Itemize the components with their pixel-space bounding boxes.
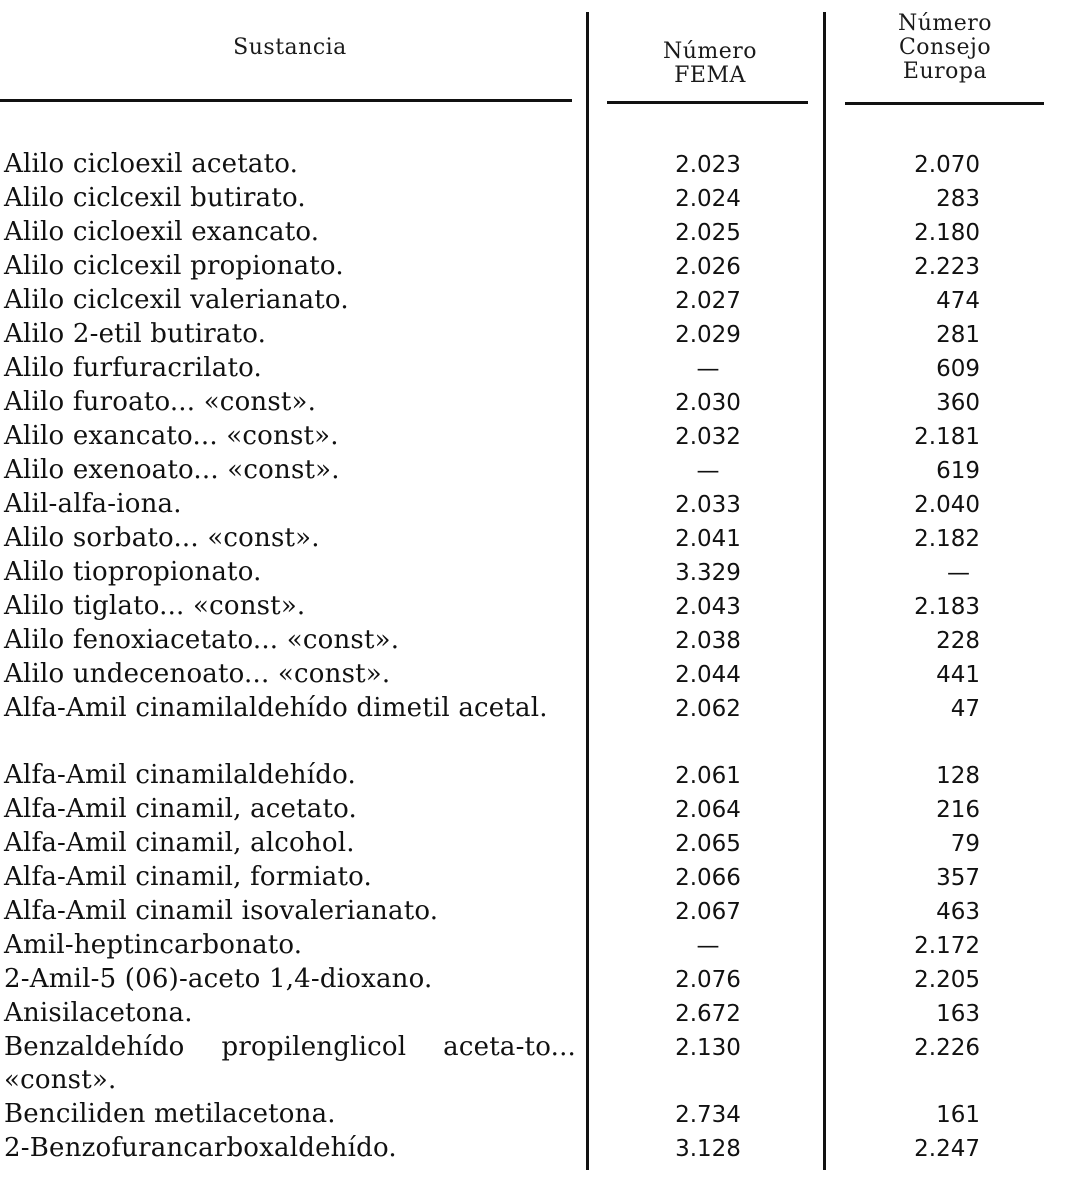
header-ce-line3: Europa <box>902 59 988 84</box>
consejo-europa-number: 281 <box>936 322 980 348</box>
table-row <box>0 793 1068 827</box>
table-row <box>0 556 1068 590</box>
substance-name: Alilo 2-etil butirato. <box>4 319 267 349</box>
table-row <box>0 318 1068 352</box>
consejo-europa-number: 216 <box>936 797 980 823</box>
fema-number: 2.027 <box>675 288 741 314</box>
substance-name: Alfa-Amil cinamil, alcohol. <box>4 828 355 858</box>
fema-number: 3.329 <box>675 560 741 586</box>
consejo-europa-number: 2.205 <box>914 967 980 993</box>
consejo-europa-number: 474 <box>936 288 980 314</box>
fema-number: 2.033 <box>675 492 741 518</box>
fema-number: — <box>696 933 720 959</box>
substance-name: Alfa-Amil cinamil, acetato. <box>4 794 357 824</box>
fema-number: 2.064 <box>675 797 741 823</box>
fema-number: 2.062 <box>675 696 741 722</box>
consejo-europa-number: 2.183 <box>914 594 980 620</box>
table-row <box>0 861 1068 895</box>
fema-number: 2.032 <box>675 424 741 450</box>
fema-number: — <box>696 356 720 382</box>
table-row <box>0 284 1068 318</box>
substance-name: 2-Benzofurancarboxaldehído. <box>4 1133 397 1163</box>
table-row <box>0 895 1068 929</box>
substance-name: Amil-heptincarbonato. <box>4 930 303 960</box>
consejo-europa-number: 128 <box>936 763 980 789</box>
consejo-europa-number: 47 <box>950 696 980 722</box>
consejo-europa-number: 441 <box>936 662 980 688</box>
table-row <box>0 1098 1068 1132</box>
column-header-sustancia <box>150 36 430 60</box>
substance-name: Alilo furoato... «const». <box>4 387 317 417</box>
table-row <box>0 182 1068 216</box>
fema-number: 3.128 <box>675 1136 741 1162</box>
table-row <box>0 590 1068 624</box>
substance-name: Alfa-Amil cinamil, formiato. <box>4 862 372 892</box>
fema-number: 2.026 <box>675 254 741 280</box>
consejo-europa-number: 2.226 <box>914 1035 980 1061</box>
table-row <box>0 1031 1068 1098</box>
consejo-europa-number: 360 <box>936 390 980 416</box>
table-row <box>0 148 1068 182</box>
substance-name: Alil-alfa-iona. <box>4 489 182 519</box>
table-row <box>0 827 1068 861</box>
fema-number: 2.066 <box>675 865 741 891</box>
fema-number: 2.025 <box>675 220 741 246</box>
consejo-europa-number: 2.223 <box>914 254 980 280</box>
table-row <box>0 420 1068 454</box>
table-row <box>0 454 1068 488</box>
fema-number: 2.029 <box>675 322 741 348</box>
column-header-fema <box>610 40 810 88</box>
fema-number: 2.041 <box>675 526 741 552</box>
table-row <box>0 997 1068 1031</box>
substance-name: Alilo exancato... «const». <box>4 421 339 451</box>
substance-name: Alfa-Amil cinamilaldehído. <box>4 760 356 790</box>
header-underline-sustancia <box>0 99 572 102</box>
table-row <box>0 216 1068 250</box>
substance-name: Alilo ciclcexil valerianato. <box>4 285 349 315</box>
consejo-europa-number: 619 <box>936 458 980 484</box>
consejo-europa-number: 163 <box>936 1001 980 1027</box>
consejo-europa-number: 2.181 <box>914 424 980 450</box>
table-row <box>0 692 1068 759</box>
substance-name: Alilo cicloexil exancato. <box>4 217 320 247</box>
fema-number: 2.672 <box>675 1001 741 1027</box>
fema-number: 2.023 <box>675 152 741 178</box>
consejo-europa-number: 2.247 <box>914 1136 980 1162</box>
consejo-europa-number: 79 <box>950 831 980 857</box>
fema-number: 2.038 <box>675 628 741 654</box>
consejo-europa-number: 283 <box>936 186 980 212</box>
consejo-europa-number: 2.070 <box>914 152 980 178</box>
header-fema-line2: FEMA <box>674 63 746 88</box>
fema-number: 2.130 <box>675 1035 741 1061</box>
substance-name: Alilo furfuracrilato. <box>4 353 262 383</box>
consejo-europa-number: 2.172 <box>914 933 980 959</box>
substance-name: Alilo sorbato... «const». <box>4 523 320 553</box>
fema-number: 2.043 <box>675 594 741 620</box>
table-row <box>0 488 1068 522</box>
table-row <box>0 352 1068 386</box>
header-ce-line1: Número <box>897 11 993 36</box>
substance-name: Alfa-Amil cinamil isovalerianato. <box>4 896 439 926</box>
substance-name: Alilo ciclcexil butirato. <box>4 183 306 213</box>
consejo-europa-number: 2.182 <box>914 526 980 552</box>
consejo-europa-number: 228 <box>936 628 980 654</box>
consejo-europa-number: 2.180 <box>914 220 980 246</box>
header-underline-fema <box>607 101 808 104</box>
table-row <box>0 624 1068 658</box>
consejo-europa-number: 161 <box>936 1102 980 1128</box>
consejo-europa-number: 2.040 <box>914 492 980 518</box>
substance-name: Anisilacetona. <box>4 998 193 1028</box>
fema-number: 2.061 <box>675 763 741 789</box>
substance-name: Benciliden metilacetona. <box>4 1099 336 1129</box>
table-row <box>0 963 1068 997</box>
column-header-consejo-europa <box>845 12 1045 84</box>
fema-number: 2.044 <box>675 662 741 688</box>
substance-name: Benzaldehído propilenglicol aceta-to... «const». <box>4 1032 576 1095</box>
consejo-europa-number: 357 <box>936 865 980 891</box>
substance-name: Alilo cicloexil acetato. <box>4 149 299 179</box>
consejo-europa-number: 463 <box>936 899 980 925</box>
substance-name: Alilo tiglato... «const». <box>4 591 306 621</box>
fema-number: 2.067 <box>675 899 741 925</box>
substance-table-body <box>0 148 1068 1166</box>
table-row <box>0 1132 1068 1166</box>
table-row <box>0 658 1068 692</box>
table-row <box>0 250 1068 284</box>
header-underline-consejo-europa <box>845 102 1044 105</box>
substance-name: 2-Amil-5 (06)-aceto 1,4-dioxano. <box>4 964 433 994</box>
header-fema-line1: Número <box>662 39 758 64</box>
header-sustancia-text: Sustancia <box>233 35 347 60</box>
table-row <box>0 522 1068 556</box>
substance-name: Alilo undecenoato... «const». <box>4 659 391 689</box>
consejo-europa-number: 609 <box>936 356 980 382</box>
fema-number: 2.076 <box>675 967 741 993</box>
table-row <box>0 759 1068 793</box>
substance-name: Alilo ciclcexil propionato. <box>4 251 344 281</box>
fema-number: 2.024 <box>675 186 741 212</box>
fema-number: 2.030 <box>675 390 741 416</box>
substance-name: Alfa-Amil cinamilaldehído dimetil acetal. <box>4 693 548 723</box>
fema-number: — <box>696 458 720 484</box>
table-row <box>0 386 1068 420</box>
fema-number: 2.734 <box>675 1102 741 1128</box>
consejo-europa-number: — <box>947 560 970 586</box>
fema-number: 2.065 <box>675 831 741 857</box>
substance-name: Alilo exenoato... «const». <box>4 455 340 485</box>
header-ce-line2: Consejo <box>898 35 992 60</box>
substance-name: Alilo tiopropionato. <box>4 557 262 587</box>
table-row <box>0 929 1068 963</box>
substance-name: Alilo fenoxiacetato... «const». <box>4 625 400 655</box>
